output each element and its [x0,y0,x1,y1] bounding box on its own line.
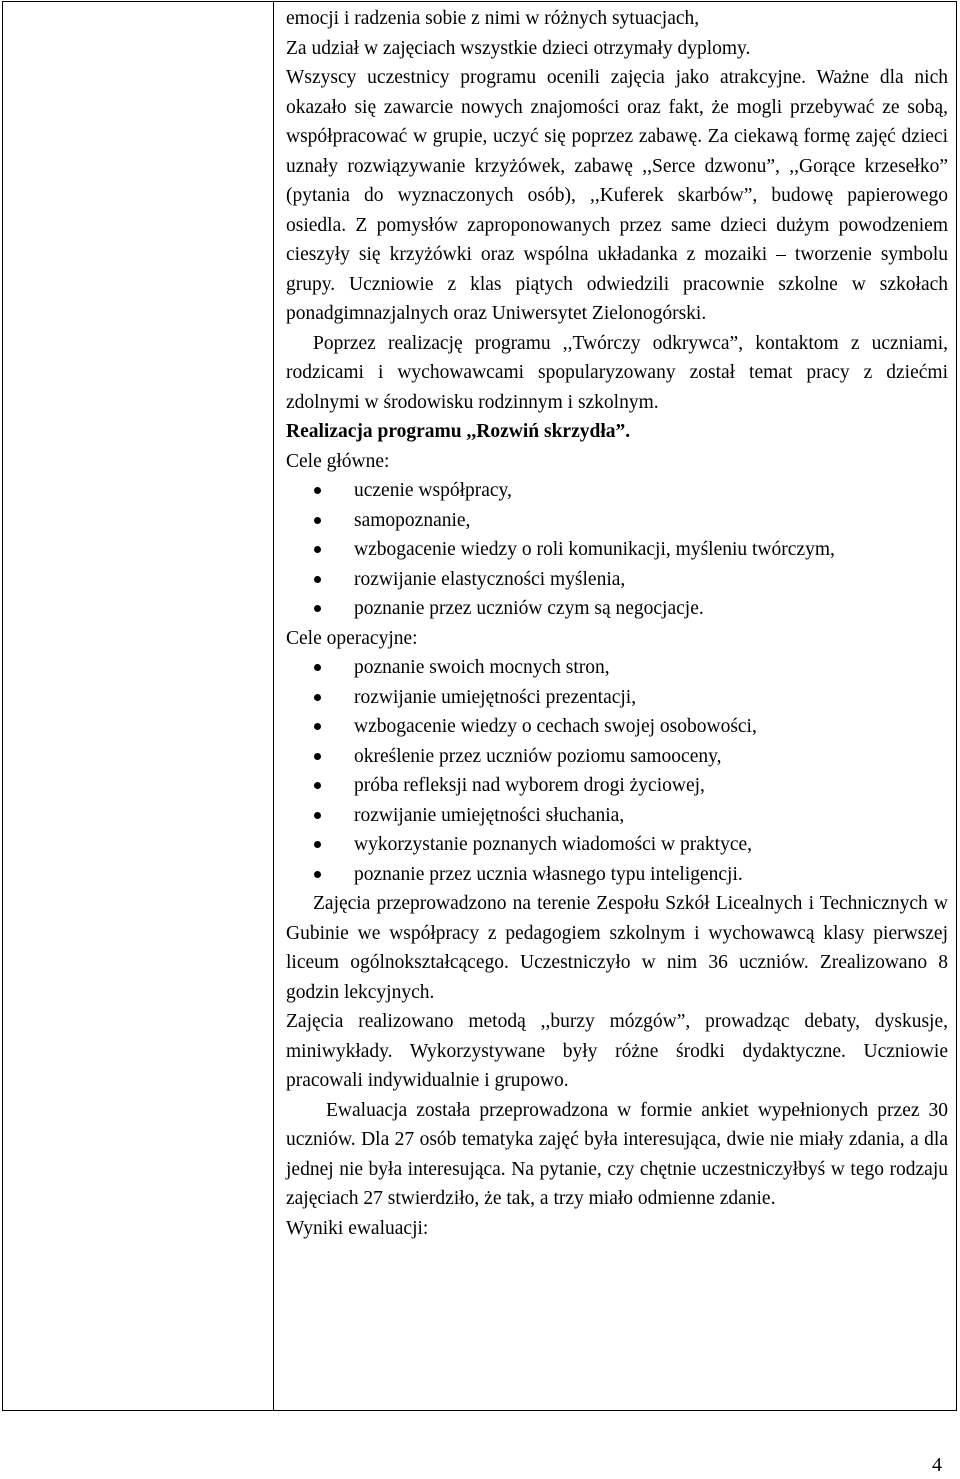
list-item: poznanie przez ucznia własnego typu inteligencji. [286,860,948,890]
list-item: rozwijanie elastyczności myślenia, [286,565,948,595]
operational-goals-list [286,653,948,889]
paragraph-5: Zajęcia przeprowadzono na terenie Zespołu Szkół Licealnych i Technicznych w Gubinie we współpracy z pedagogiem szkolnym i wychowawcą klasy pierwszej liceum ogólnokształcącego. Uczestniczyło w nim 36 uczniów. Zrealizowano 8 godzin lekcyjnych. [286,893,948,1003]
page-number: 4 [932,1454,942,1476]
document-content [286,4,948,1243]
list-item: samopoznanie, [286,506,948,536]
paragraph-8: Wyniki ewaluacji: [286,1217,429,1239]
paragraph-4: Poprzez realizację programu ,,Twórczy odkrywca”, kontaktom z uczniami, rodzicami i wychowawcami spopularyzowany został temat pracy z dziećmi zdolnymi w środowisku rodzinnym i szkolnym. [286,332,948,413]
list-item: poznanie przez uczniów czym są negocjacje. [286,594,948,624]
list-item: poznanie swoich mocnych stron, [286,653,948,683]
table-left-column [3,2,274,1410]
list-item: wzbogacenie wiedzy o cechach swojej osobowości, [286,712,948,742]
main-goals-label: Cele główne: [286,450,390,472]
operational-goals-label: Cele operacyjne: [286,627,418,649]
main-goals-list [286,476,948,624]
table-right-column [274,2,956,1410]
list-item: rozwijanie umiejętności prezentacji, [286,683,948,713]
list-item: wykorzystanie poznanych wiadomości w praktyce, [286,830,948,860]
list-item: rozwijanie umiejętności słuchania, [286,801,948,831]
paragraph-7: Ewaluacja została przeprowadzona w formie ankiet wypełnionych przez 30 uczniów. Dla 27 osób tematyka zajęć była interesująca, dwie nie miały zdania, a dla jednej nie była interesująca. Na pytanie, czy chętnie uczestniczyłbyś w tego rodzaju zajęciach 27 stwierdziło, że tak, a trzy miało odmienne zdanie. [286,1099,948,1209]
paragraph-2: Za udział w zajęciach wszystkie dzieci otrzymały dyplomy. [286,37,751,59]
paragraph-3: Wszyscy uczestnicy programu ocenili zajęcia jako atrakcyjne. Ważne dla nich okazało się zawarcie nowych znajomości oraz fakt, że mogli przebywać ze sobą, współpracować w grupie, uczyć się poprzez zabawę. Za ciekawą formę zajęć dzieci uznały rozwiązywanie krzyżówek, zabawę ,,Serce dzwonu”, ,,Gorące krzesełko” (pytania do wyznaczonych osób), ,,Kuferek skarbów”, budowę papierowego osiedla. Z pomysłów zaproponowanych przez same dzieci dużym powodzeniem cieszyły się krzyżówki oraz wspólna układanka z mozaiki – tworzenie symbolu grupy. Uczniowie z klas piątych odwiedzili pracownie szkolne w szkołach ponadgimnazjalnych oraz Uniwersytet Zielonogórski. [286,67,948,324]
list-item: próba refleksji nad wyborem drogi życiowej, [286,771,948,801]
paragraph-1: emocji i radzenia sobie z nimi w różnych sytuacjach, [286,8,700,29]
paragraph-6: Zajęcia realizowano metodą ,,burzy mózgów”, prowadząc debaty, dyskusje, miniwykłady. Wykorzystywane były różne środki dydaktyczne. Uczniowie pracowali indywidualnie i grupowo. [286,1011,948,1091]
list-item: uczenie współpracy, [286,476,948,506]
section-heading: Realizacja programu ,,Rozwiń skrzydła”. [286,421,631,442]
list-item: wzbogacenie wiedzy o roli komunikacji, myśleniu twórczym, [286,535,948,565]
document-table [2,1,957,1411]
list-item: określenie przez uczniów poziomu samooceny, [286,742,948,772]
